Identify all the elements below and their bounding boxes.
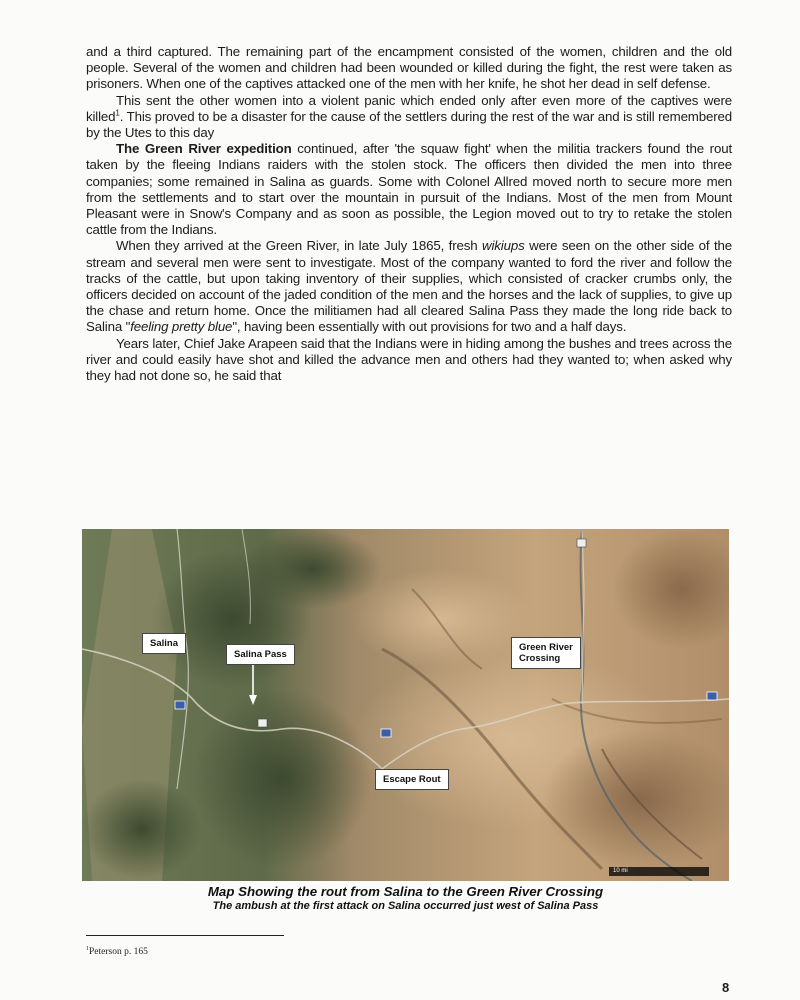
footnote-text: Peterson p. 165 <box>89 947 148 958</box>
paragraph-4: When they arrived at the Green River, in late July 1865, fresh wikiups were seen on the other side of the stream and several men were sent to investigate. Most of the company wanted to ford the river and follow the tracks of the cattle, but upon taking inventory of their supplies, which consisted of cracker crumbs only, the officers decided on account of the jaded condition of the men and the horses and the lack of supplies, to give up the chase and return home. Once the militiamen had all cleared Salina Pass they made the long ride back to Salina "feeling pretty blue", having been essentially with out provisions for two and a half days. <box>86 238 732 335</box>
map-label-salina: Salina <box>142 633 186 654</box>
page-number: 8 <box>722 980 730 995</box>
caption-title: Map Showing the rout from Salina to the Green River Crossing <box>207 884 604 899</box>
footnote-reference[interactable]: 1 <box>115 108 120 118</box>
body-text <box>86 44 732 384</box>
figure-caption <box>82 884 729 913</box>
map-label-salina-pass: Salina Pass <box>226 644 295 665</box>
satellite-terrain <box>82 529 729 881</box>
route-map <box>82 529 729 881</box>
paragraph-1: and a third captured. The remaining part of the encampment consisted of the women, children and the old people. Several of the women and children had been wounded or killed during the fight, the rest were taken as prisoners. When one of the captives attacked one of the men with her knife, he shot her dead in self defense. <box>86 44 732 92</box>
map-scale-bar: 10 mi <box>609 867 709 876</box>
footnote-divider <box>86 935 284 936</box>
paragraph-3: The Green River expedition continued, after 'the squaw fight' when the militia trackers found the rout taken by the fleeing Indians raiders with the stolen stock. The officers then divided the men into three companies; some remained in Salina as guards. Some with Colonel Allred moved north to secure more men from the settlements and to start over the mountain in pursuit of the Indians. Most of the men from Mount Pleasant were in Snow's Company and as soon as possible, the Legion moved out to try to retake the stolen cattle from the Indians. <box>86 141 732 238</box>
caption-subtitle: The ambush at the first attack on Salina occurred just west of Salina Pass <box>212 900 599 912</box>
paragraph-2: This sent the other women into a violent panic which ended only after even more of the captives were killed$^1$. This proved to be a disaster for the cause of the settlers during the rest of the war and is still remembered by the Utes to this day <box>86 92 732 141</box>
map-label-green-river-crossing: Green River Crossing <box>511 637 581 669</box>
footnote <box>86 946 148 957</box>
footnote-marker: 1 <box>86 946 89 952</box>
map-label-escape-rout: Escape Rout <box>375 769 449 790</box>
section-lead: The Green River expedition <box>116 141 292 157</box>
paragraph-5: Years later, Chief Jake Arapeen said that the Indians were in hiding among the bushes and trees across the river and could easily have shot and killed the advance men and others had they wanted to; when asked why they had not done so, he said that <box>86 335 732 384</box>
